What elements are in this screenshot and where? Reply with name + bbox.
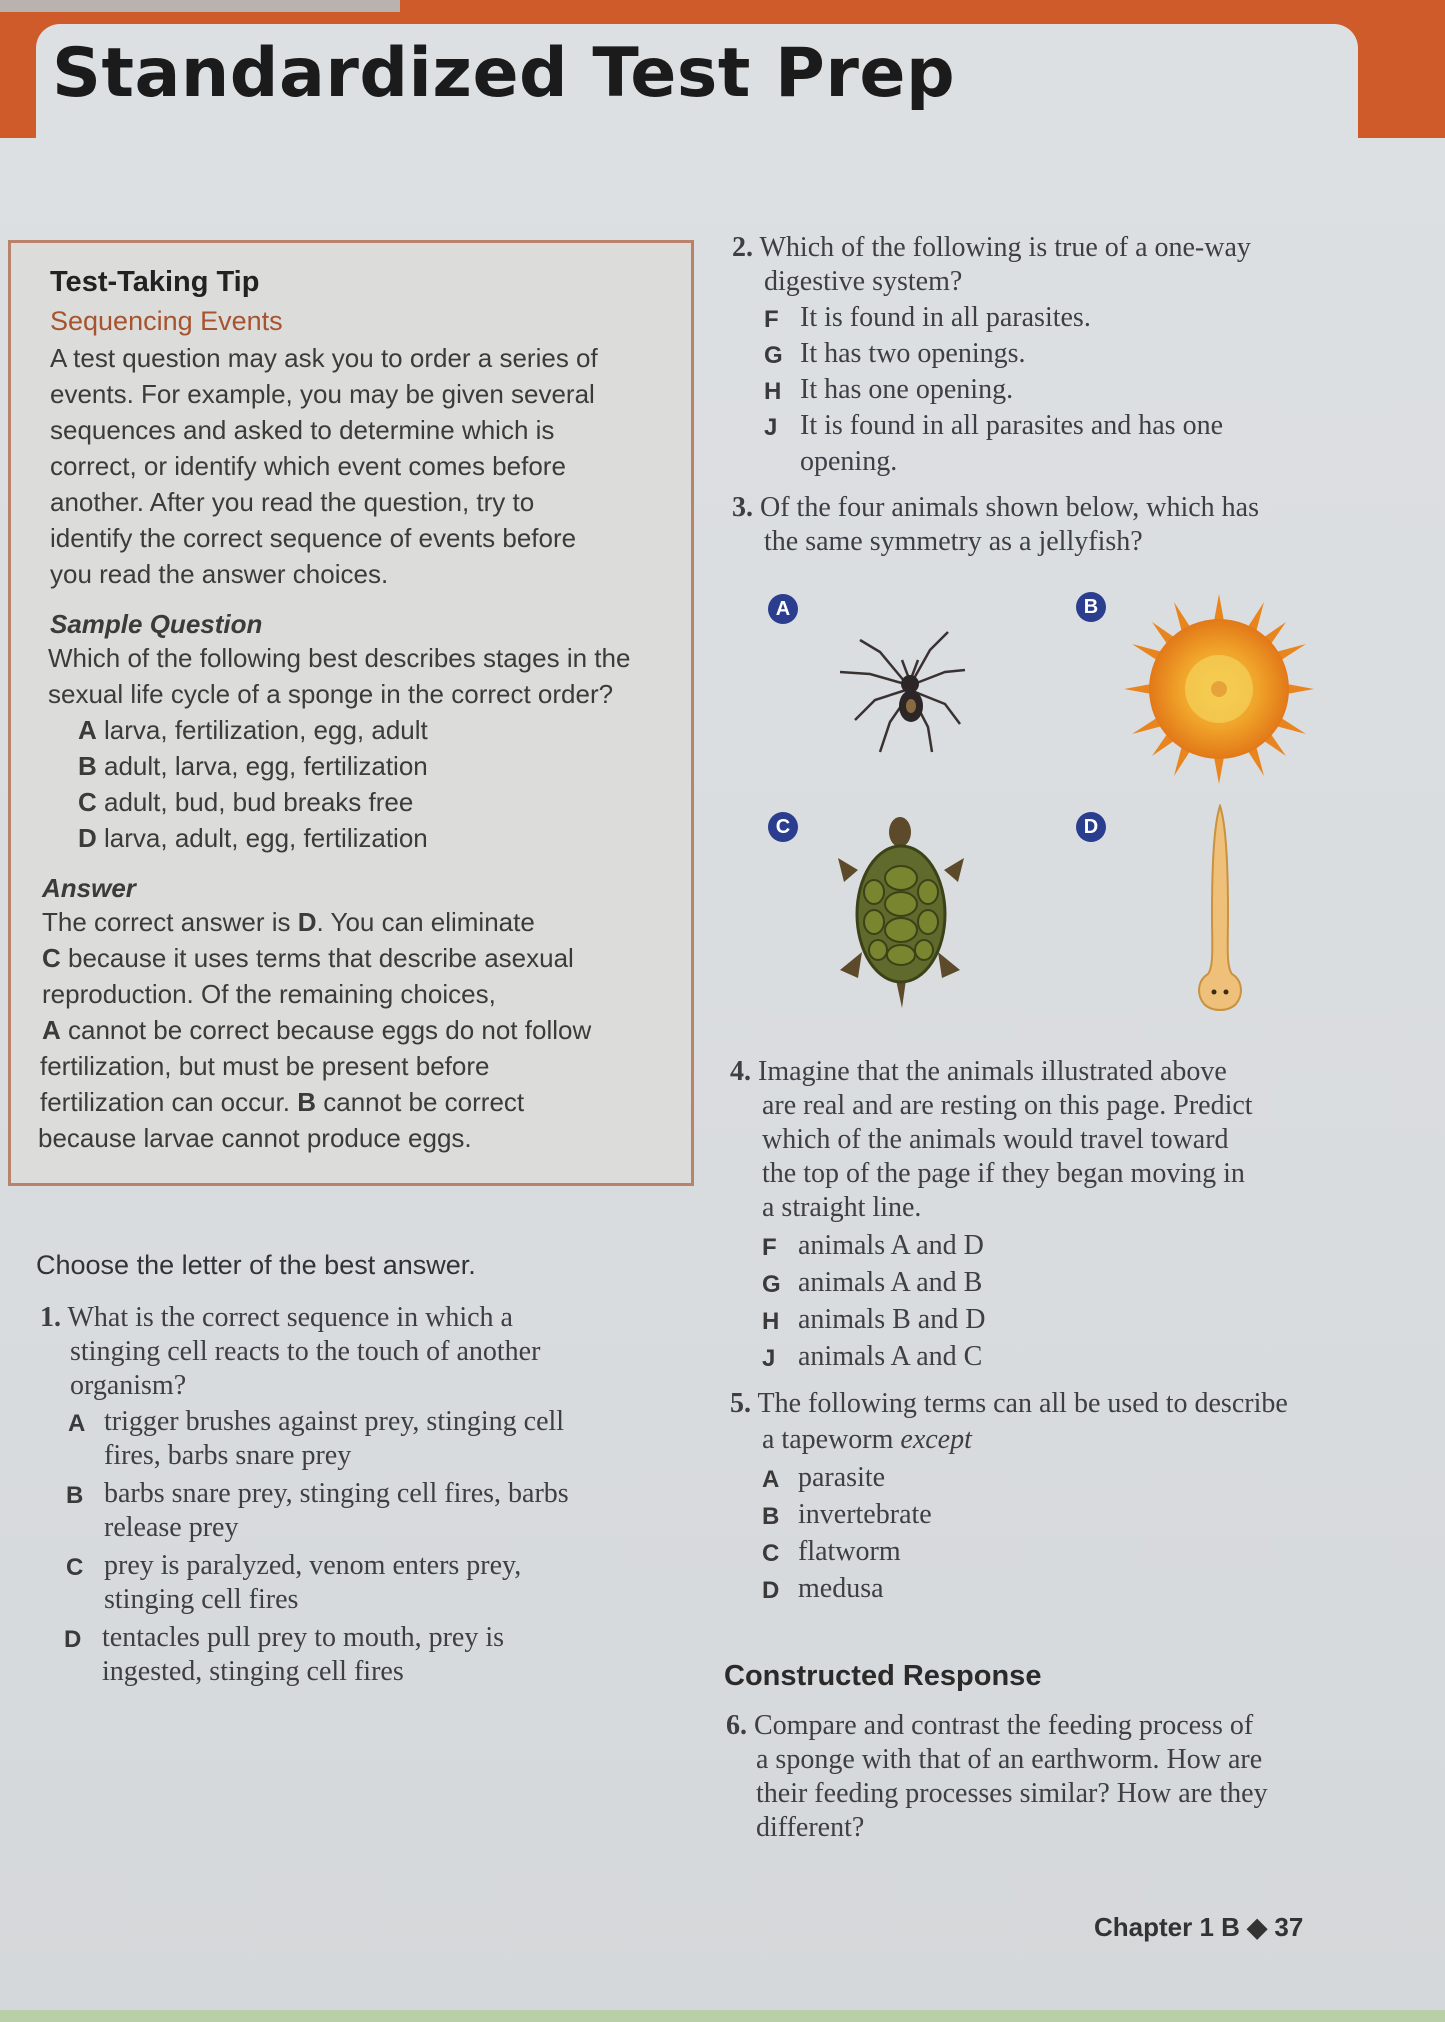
q2-option-g-text: It has two openings.	[800, 338, 1026, 369]
q2-option-j[interactable]	[764, 414, 777, 442]
question-1-line: stinging cell reacts to the touch of another	[70, 1336, 541, 1367]
option-letter: G	[764, 342, 783, 369]
option-letter: H	[764, 378, 782, 405]
q1-option-c-text: prey is paralyzed, venom enters prey,	[104, 1550, 522, 1581]
question-3-line	[732, 492, 1259, 524]
question-text: a tapeworm	[762, 1424, 901, 1455]
tip-subtitle: Sequencing Events	[50, 306, 283, 336]
option-text: larva, fertilization, egg, adult	[104, 715, 428, 745]
q2-option-g[interactable]	[764, 342, 783, 370]
option-letter: A	[68, 1410, 86, 1437]
answer-text: . You can eliminate	[316, 907, 535, 937]
question-4-line	[730, 1056, 1227, 1088]
answer-bold: A	[42, 1015, 61, 1045]
footer-page-number: 37	[1274, 1912, 1304, 1942]
q1-option-b-text: release prey	[104, 1512, 239, 1543]
question-4-line: a straight line.	[762, 1192, 922, 1223]
option-text: adult, bud, bud breaks free	[104, 787, 414, 817]
answer-text: fertilization, but must be present before	[40, 1051, 490, 1081]
answer-text: cannot be correct	[316, 1087, 525, 1117]
q5-option-d[interactable]	[762, 1577, 779, 1605]
answer-text: reproduction. Of the remaining choices,	[42, 979, 496, 1009]
option-letter: J	[762, 1345, 776, 1372]
option-letter: D	[78, 823, 97, 853]
q4-option-f[interactable]	[762, 1234, 777, 1262]
option-letter: B	[78, 751, 97, 781]
q1-option-d-text: ingested, stinging cell fires	[102, 1656, 404, 1687]
q2-option-h-text: It has one opening.	[800, 374, 1014, 405]
answer-text: because it uses terms that describe asexual	[60, 943, 574, 973]
option-letter: A	[762, 1466, 780, 1493]
flatworm-icon	[1180, 804, 1260, 1014]
question-text: Compare and contrast the feeding process of	[754, 1710, 1254, 1741]
option-text: adult, larva, egg, fertilization	[104, 751, 428, 781]
q5-option-d-text: medusa	[798, 1573, 884, 1604]
option-letter: A	[78, 715, 97, 745]
answer-line	[40, 1051, 489, 1082]
q1-option-a-text: trigger brushes against prey, stinging cell	[104, 1406, 565, 1437]
question-5-line	[762, 1424, 972, 1456]
question-1-line	[40, 1302, 513, 1334]
sample-option-d	[78, 823, 428, 854]
q2-option-j-text: opening.	[800, 446, 898, 477]
option-letter: H	[762, 1308, 780, 1335]
q5-option-a[interactable]	[762, 1466, 779, 1494]
option-letter: F	[764, 306, 779, 333]
q1-option-d[interactable]	[64, 1626, 81, 1654]
option-letter: J	[764, 414, 778, 441]
q1-option-b-text: barbs snare prey, stinging cell fires, barbs	[104, 1478, 569, 1509]
label-c-badge: C	[768, 812, 798, 842]
q1-option-c[interactable]	[66, 1554, 83, 1582]
answer-line	[42, 907, 535, 938]
q1-option-a-text: fires, barbs snare prey	[104, 1440, 352, 1471]
answer-text: cannot be correct because eggs do not follow	[60, 1015, 592, 1045]
q5-option-b[interactable]	[762, 1503, 779, 1531]
q2-option-j-text: It is found in all parasites and has one	[800, 410, 1224, 441]
question-2-line	[732, 232, 1251, 264]
option-letter: F	[762, 1234, 777, 1261]
tip-body-line: correct, or identify which event comes before	[50, 451, 566, 481]
tip-body-line: sequences and asked to determine which is	[50, 415, 555, 445]
question-text: Imagine that the animals illustrated above	[758, 1056, 1227, 1087]
footer-chapter: Chapter 1 B	[1094, 1912, 1240, 1942]
answer-bold: B	[297, 1087, 317, 1117]
sample-question-line: sexual life cycle of a sponge in the correct order?	[48, 679, 614, 709]
question-number: 2.	[732, 232, 753, 263]
question-emphasis: except	[900, 1424, 972, 1455]
option-letter: C	[762, 1540, 780, 1567]
q4-option-f-text: animals A and D	[798, 1230, 984, 1261]
question-6-line: a sponge with that of an earthworm. How are	[756, 1744, 1263, 1775]
q4-option-g-text: animals A and B	[798, 1267, 983, 1298]
question-number: 1.	[40, 1302, 61, 1333]
question-number: 5.	[730, 1388, 751, 1419]
q2-option-f[interactable]	[764, 306, 779, 334]
tip-body-line: events. For example, you may be given several	[50, 379, 595, 409]
q4-option-j-text: animals A and C	[798, 1341, 983, 1372]
page-footer	[1094, 1912, 1303, 1943]
instructions: Choose the letter of the best answer.	[36, 1250, 476, 1280]
q4-option-h-text: animals B and D	[798, 1304, 986, 1335]
question-6-line: their feeding processes similar? How are they	[756, 1778, 1268, 1809]
question-text: The following terms can all be used to describe	[757, 1388, 1288, 1419]
sample-question-heading: Sample Question	[50, 609, 263, 639]
question-text: What is the correct sequence in which a	[67, 1302, 513, 1333]
question-3-line: the same symmetry as a jellyfish?	[764, 526, 1143, 557]
q2-option-h[interactable]	[764, 378, 781, 406]
bottom-edge	[0, 2010, 1445, 2022]
question-number: 4.	[730, 1056, 751, 1087]
tip-body-line: you read the answer choices.	[50, 559, 389, 589]
q5-option-c-text: flatworm	[798, 1536, 901, 1567]
diamond-icon: ◆	[1247, 1912, 1268, 1942]
option-letter: G	[762, 1271, 781, 1298]
answer-bold: D	[297, 907, 317, 937]
option-letter: C	[66, 1554, 84, 1581]
question-4-line: which of the animals would travel toward	[762, 1124, 1229, 1155]
q5-option-b-text: invertebrate	[798, 1499, 932, 1530]
q1-option-d-text: tentacles pull prey to mouth, prey is	[102, 1622, 505, 1653]
q4-option-h[interactable]	[762, 1308, 779, 1336]
sample-option-b	[78, 751, 428, 782]
header-shade	[0, 0, 400, 12]
answer-line	[42, 943, 574, 974]
answer-line	[42, 1015, 591, 1046]
constructed-response-heading: Constructed Response	[724, 1660, 1042, 1692]
q4-option-g[interactable]	[762, 1271, 781, 1299]
question-text: Of the four animals shown below, which has	[760, 492, 1259, 523]
page-title: Standardized Test Prep	[52, 34, 956, 113]
question-2-line: digestive system?	[764, 266, 963, 297]
answer-line	[40, 1087, 524, 1118]
tip-title: Test-Taking Tip	[50, 266, 260, 298]
q1-option-a[interactable]	[68, 1410, 85, 1438]
question-5-line	[730, 1388, 1288, 1420]
question-number: 6.	[726, 1710, 747, 1741]
label-d-badge: D	[1076, 812, 1106, 842]
answer-line	[38, 1123, 472, 1154]
option-letter: D	[762, 1577, 780, 1604]
tip-body-line: identify the correct sequence of events before	[50, 523, 577, 553]
answer-heading: Answer	[42, 873, 136, 903]
question-text: Which of the following is true of a one-way	[759, 232, 1251, 263]
option-letter: B	[762, 1503, 780, 1530]
label-a-badge: A	[768, 594, 798, 624]
answer-text: The correct answer is	[42, 907, 298, 937]
option-letter: C	[78, 787, 97, 817]
label-b-badge: B	[1076, 592, 1106, 622]
sample-option-a	[78, 715, 428, 746]
tip-body-line: A test question may ask you to order a series of	[50, 343, 598, 373]
q5-option-a-text: parasite	[798, 1462, 886, 1493]
answer-text: fertilization can occur.	[40, 1087, 298, 1117]
tip-body-line: another. After you read the question, try to	[50, 487, 535, 517]
question-6-line: different?	[756, 1812, 865, 1843]
question-4-line: are real and are resting on this page. Predict	[762, 1090, 1253, 1121]
sample-option-c	[78, 787, 413, 818]
option-text: larva, adult, egg, fertilization	[104, 823, 428, 853]
q1-option-c-text: stinging cell fires	[104, 1584, 299, 1615]
spider-icon	[820, 612, 980, 762]
answer-line	[42, 979, 496, 1010]
turtle-icon	[836, 812, 966, 1012]
sample-question-line: Which of the following best describes stages in the	[48, 643, 631, 673]
option-letter: B	[66, 1482, 84, 1509]
q5-option-c[interactable]	[762, 1540, 779, 1568]
sea-anemone-icon	[1122, 592, 1316, 786]
option-letter: D	[64, 1626, 82, 1653]
answer-bold: C	[42, 943, 61, 973]
question-4-line: the top of the page if they began moving in	[762, 1158, 1245, 1189]
answer-text: because larvae cannot produce eggs.	[38, 1123, 472, 1153]
q1-option-b[interactable]	[66, 1482, 83, 1510]
q4-option-j[interactable]	[762, 1345, 775, 1373]
question-1-line: organism?	[70, 1370, 187, 1401]
question-6-line	[726, 1710, 1253, 1742]
q2-option-f-text: It is found in all parasites.	[800, 302, 1091, 333]
question-number: 3.	[732, 492, 753, 523]
